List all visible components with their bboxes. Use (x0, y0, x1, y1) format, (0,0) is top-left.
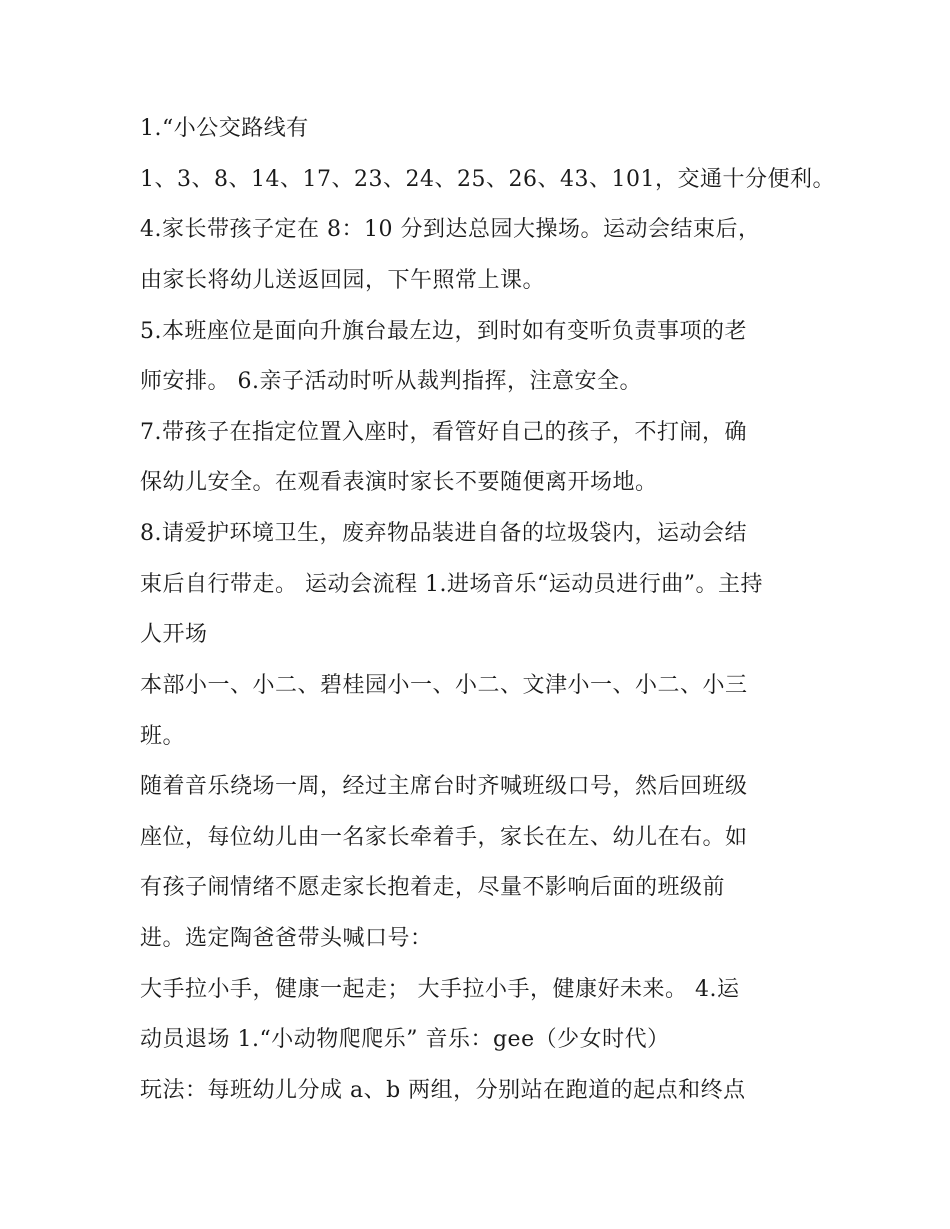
text-line: 束后自行带走。 运动会流程 1.进场音乐“运动员进行曲”。主持 (140, 572, 763, 597)
text-line: 由家长将幼儿送返回园，下午照常上课。 (140, 268, 546, 293)
text-line: 动员退场 1.“小动物爬爬乐” 音乐：gee（少女时代） (140, 1027, 670, 1052)
text-line: 4.家长带孩子定在 8：10 分到达总园大操场。运动会结束后， (140, 217, 761, 242)
text-line: 班。 (140, 724, 186, 749)
text-line: 本部小一、小二、碧桂园小一、小二、文津小一、小二、小三 (140, 673, 748, 698)
text-line: 5.本班座位是面向升旗台最左边，到时如有变听负责事项的老 (140, 319, 747, 344)
text-line: 人开场 (140, 622, 208, 647)
text-line: 有孩子闹情绪不愿走家长抱着走，尽量不影响后面的班级前 (140, 875, 726, 900)
text-line: 1、3、8、14、17、23、24、25、26、43、101，交通十分便利。 (140, 167, 835, 192)
text-line: 8.请爱护环境卫生，废弃物品装进自备的垃圾袋内，运动会结 (140, 521, 747, 546)
text-line: 师安排。 6.亲子活动时听从裁判指挥，注意安全。 (140, 369, 642, 394)
text-line: 大手拉小手，健康一起走； 大手拉小手，健康好未来。 4.运 (140, 977, 740, 1002)
text-line: 玩法：每班幼儿分成 a、b 两组，分别站在跑道的起点和终点 (140, 1078, 746, 1103)
text-line: 保幼儿安全。在观看表演时家长不要随便离开场地。 (140, 470, 658, 495)
text-line: 随着音乐绕场一周，经过主席台时齐喊班级口号，然后回班级 (140, 774, 748, 799)
text-line: 进。选定陶爸爸带头喊口号： (140, 926, 433, 951)
text-line: 7.带孩子在指定位置入座时，看管好自己的孩子，不打闹，确 (140, 420, 747, 445)
text-line: 1.“小公交路线有 (140, 116, 309, 141)
text-line: 座位，每位幼儿由一名家长牵着手，家长在左、幼儿在右。如 (140, 825, 748, 850)
